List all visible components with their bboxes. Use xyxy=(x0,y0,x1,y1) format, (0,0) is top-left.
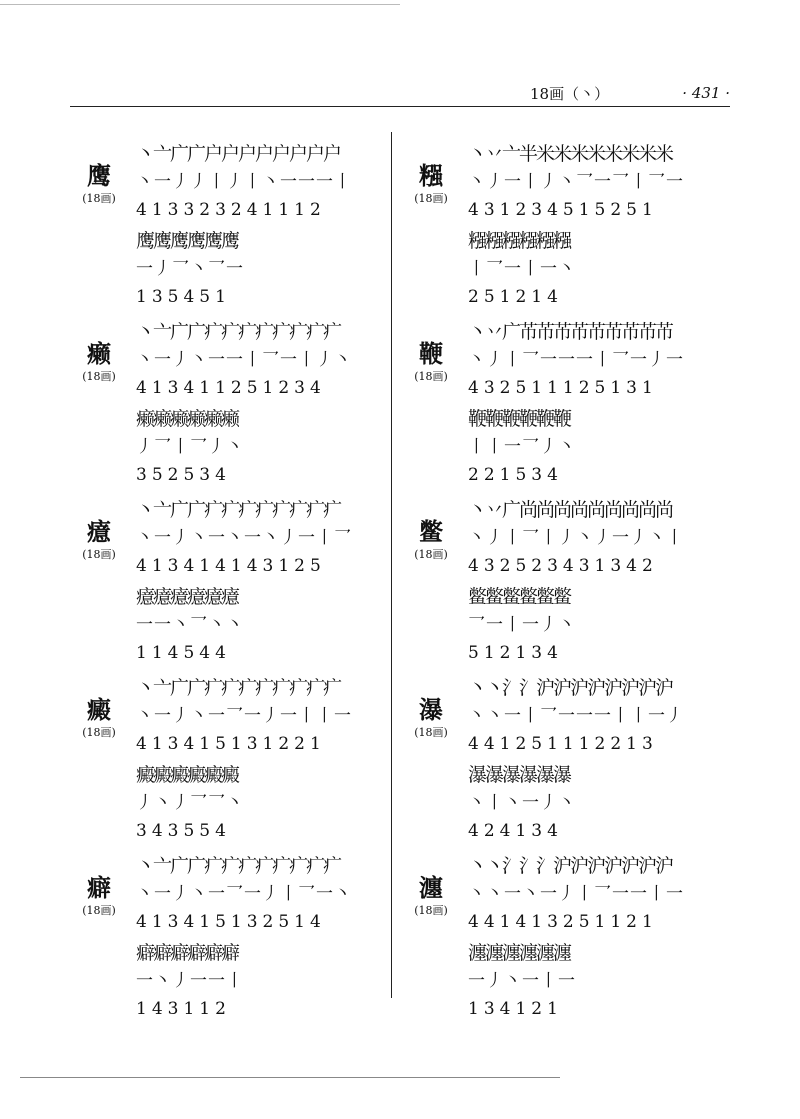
stroke-codes-2: 512134 xyxy=(468,643,563,663)
stroke-order xyxy=(468,318,684,489)
headword: 鹰 xyxy=(87,161,111,190)
entry-head xyxy=(404,162,458,206)
stroke-sequence-2: 癞癞癞癞癞癞 xyxy=(136,408,239,430)
stroke-shapes-1: 丶丿一丨丿丶乛一乛丨乛一 xyxy=(468,172,684,192)
entry-head xyxy=(404,340,458,384)
stroke-order xyxy=(468,852,684,1023)
stroke-shapes-2: 丿乛丨乛丿丶 xyxy=(136,437,244,457)
stroke-sequence-2: 糨糨糨糨糨糨 xyxy=(468,230,571,252)
stroke-codes-2: 251214 xyxy=(468,287,563,307)
stroke-codes-2: 221534 xyxy=(468,465,563,485)
stroke-order xyxy=(468,496,684,667)
stroke-sequence-1: 丶丶氵氵沪沪沪沪沪沪沪沪 xyxy=(468,677,673,699)
stroke-count: (18画) xyxy=(414,548,448,561)
headword: 鞭 xyxy=(419,339,443,368)
char-entry xyxy=(404,674,724,852)
stroke-codes-1: 432511125131 xyxy=(468,378,658,398)
stroke-sequence-2: 鳖鳖鳖鳖鳖鳖 xyxy=(468,586,571,608)
entry-head xyxy=(404,696,458,740)
stroke-count: (18画) xyxy=(82,904,116,917)
stroke-codes-2: 343554 xyxy=(136,821,231,841)
headword: 癖 xyxy=(87,873,111,902)
char-entry xyxy=(404,852,724,1030)
stroke-shapes-2: 乛一丨一丿丶 xyxy=(468,615,576,635)
stroke-codes-1: 413411251234 xyxy=(136,378,326,398)
stroke-shapes-1: 丶一丿丿丨丿丨丶一一一丨 xyxy=(136,172,352,192)
char-entry xyxy=(72,140,382,318)
headword: 瀍 xyxy=(419,873,443,902)
entry-head xyxy=(404,874,458,918)
stroke-shapes-2: 一丶丿一一丨 xyxy=(136,971,244,991)
stroke-sequence-2: 癔癔癔癔癔癔 xyxy=(136,586,239,608)
right-column xyxy=(404,140,724,1030)
stroke-count: (18画) xyxy=(82,370,116,383)
stroke-codes-1: 413415132514 xyxy=(136,912,326,932)
headword: 癜 xyxy=(87,695,111,724)
page-header xyxy=(480,80,730,106)
stroke-shapes-2: 丿丶丿乛乛丶 xyxy=(136,793,244,813)
entry-head xyxy=(72,518,126,562)
stroke-codes-2: 135451 xyxy=(136,287,231,307)
entry-head xyxy=(72,340,126,384)
entry-head xyxy=(404,518,458,562)
stroke-sequence-1: 丶亠广广疒疒疒疒疒疒疒疒 xyxy=(136,321,341,343)
top-edge-line xyxy=(0,4,400,5)
stroke-order xyxy=(136,318,352,489)
stroke-order xyxy=(136,140,352,311)
stroke-sequence-1: 丶丷广尚尚尚尚尚尚尚尚尚 xyxy=(468,499,673,521)
stroke-shapes-1: 丶丿丨乛一一一丨乛一丿一 xyxy=(468,350,684,370)
stroke-shapes-1: 丶丶一丨乛一一一丨丨一丿 xyxy=(468,706,684,726)
page-number: · 431 · xyxy=(682,84,730,102)
stroke-order xyxy=(468,674,684,845)
stroke-sequence-2: 癖癖癖癖癖癖 xyxy=(136,942,239,964)
stroke-sequence-1: 丶丷亠半米米米米米米米米 xyxy=(468,143,673,165)
char-entry xyxy=(404,140,724,318)
stroke-sequence-2: 瀑瀑瀑瀑瀑瀑 xyxy=(468,764,571,786)
stroke-shapes-1: 丶丿丨乛丨丿丶丿一丿丶丨 xyxy=(468,528,684,548)
headword: 癔 xyxy=(87,517,111,546)
stroke-count: (18画) xyxy=(82,548,116,561)
entry-head xyxy=(72,162,126,206)
char-entry xyxy=(72,674,382,852)
entry-head xyxy=(72,874,126,918)
stroke-shapes-1: 丶一丿丶一一丨乛一丨丿丶 xyxy=(136,350,352,370)
char-entry xyxy=(72,496,382,674)
stroke-shapes-2: 一丿丶一丨一 xyxy=(468,971,576,991)
entry-head xyxy=(72,696,126,740)
stroke-sequence-1: 丶亠广广户户户户户户户户 xyxy=(136,143,341,165)
stroke-sequence-1: 丶亠广广疒疒疒疒疒疒疒疒 xyxy=(136,855,341,877)
stroke-shapes-1: 丶一丿丶一丶一丶丿一丨乛 xyxy=(136,528,352,548)
stroke-codes-2: 134121 xyxy=(468,999,563,1019)
stroke-shapes-2: 一一丶乛丶丶 xyxy=(136,615,244,635)
column-divider xyxy=(391,132,392,998)
stroke-count: (18画) xyxy=(414,192,448,205)
stroke-sequence-1: 丶亠广广疒疒疒疒疒疒疒疒 xyxy=(136,499,341,521)
stroke-sequence-1: 丶丶氵氵氵沪沪沪沪沪沪沪 xyxy=(468,855,673,877)
stroke-codes-1: 413415131221 xyxy=(136,734,326,754)
stroke-shapes-1: 丶一丿丶一乛一丿一丨丨一 xyxy=(136,706,352,726)
stroke-sequence-2: 鞭鞭鞭鞭鞭鞭 xyxy=(468,408,571,430)
left-column xyxy=(72,140,382,1030)
stroke-order xyxy=(136,496,352,667)
stroke-sequence-1: 丶亠广广疒疒疒疒疒疒疒疒 xyxy=(136,677,341,699)
bottom-rule xyxy=(20,1077,560,1078)
stroke-order xyxy=(136,674,352,845)
headword: 糨 xyxy=(419,161,443,190)
stroke-count: (18画) xyxy=(414,904,448,917)
char-entry xyxy=(72,852,382,1030)
char-entry xyxy=(404,496,724,674)
stroke-shapes-1: 丶一丿丶一乛一丿丨乛一丶 xyxy=(136,884,352,904)
headword: 癞 xyxy=(87,339,111,368)
char-entry xyxy=(72,318,382,496)
stroke-shapes-2: 丨丨一乛丿丶 xyxy=(468,437,576,457)
header-rule xyxy=(70,106,730,107)
char-entry xyxy=(404,318,724,496)
stroke-count: (18画) xyxy=(414,726,448,739)
headword: 鳖 xyxy=(419,517,443,546)
stroke-sequence-1: 丶丷广芇芇芇芇芇芇芇芇芇 xyxy=(468,321,673,343)
stroke-shapes-2: 丶丨丶一丿丶 xyxy=(468,793,576,813)
stroke-codes-1: 441413251121 xyxy=(468,912,658,932)
stroke-count: (18画) xyxy=(414,370,448,383)
stroke-count: (18画) xyxy=(82,192,116,205)
stroke-codes-2: 143112 xyxy=(136,999,231,1019)
stroke-codes-1: 413323241112 xyxy=(136,200,326,220)
stroke-codes-1: 413414143125 xyxy=(136,556,326,576)
stroke-codes-2: 114544 xyxy=(136,643,231,663)
stroke-codes-1: 441251112213 xyxy=(468,734,658,754)
stroke-shapes-2: 一丿乛丶乛一 xyxy=(136,259,244,279)
stroke-order xyxy=(136,852,352,1023)
stroke-codes-1: 431234515251 xyxy=(468,200,658,220)
stroke-shapes-2: 丨乛一丨一丶 xyxy=(468,259,576,279)
stroke-codes-2: 352534 xyxy=(136,465,231,485)
stroke-count: (18画) xyxy=(82,726,116,739)
stroke-sequence-2: 癜癜癜癜癜癜 xyxy=(136,764,239,786)
stroke-sequence-2: 鹰鹰鹰鹰鹰鹰 xyxy=(136,230,239,252)
stroke-codes-1: 432523431342 xyxy=(468,556,658,576)
stroke-shapes-1: 丶丶一丶一丿丨乛一一丨一 xyxy=(468,884,684,904)
stroke-sequence-2: 瀍瀍瀍瀍瀍瀍 xyxy=(468,942,571,964)
headword: 瀑 xyxy=(419,695,443,724)
header-title: 18画（丶） xyxy=(530,84,610,103)
stroke-codes-2: 424134 xyxy=(468,821,563,841)
stroke-order xyxy=(468,140,684,311)
